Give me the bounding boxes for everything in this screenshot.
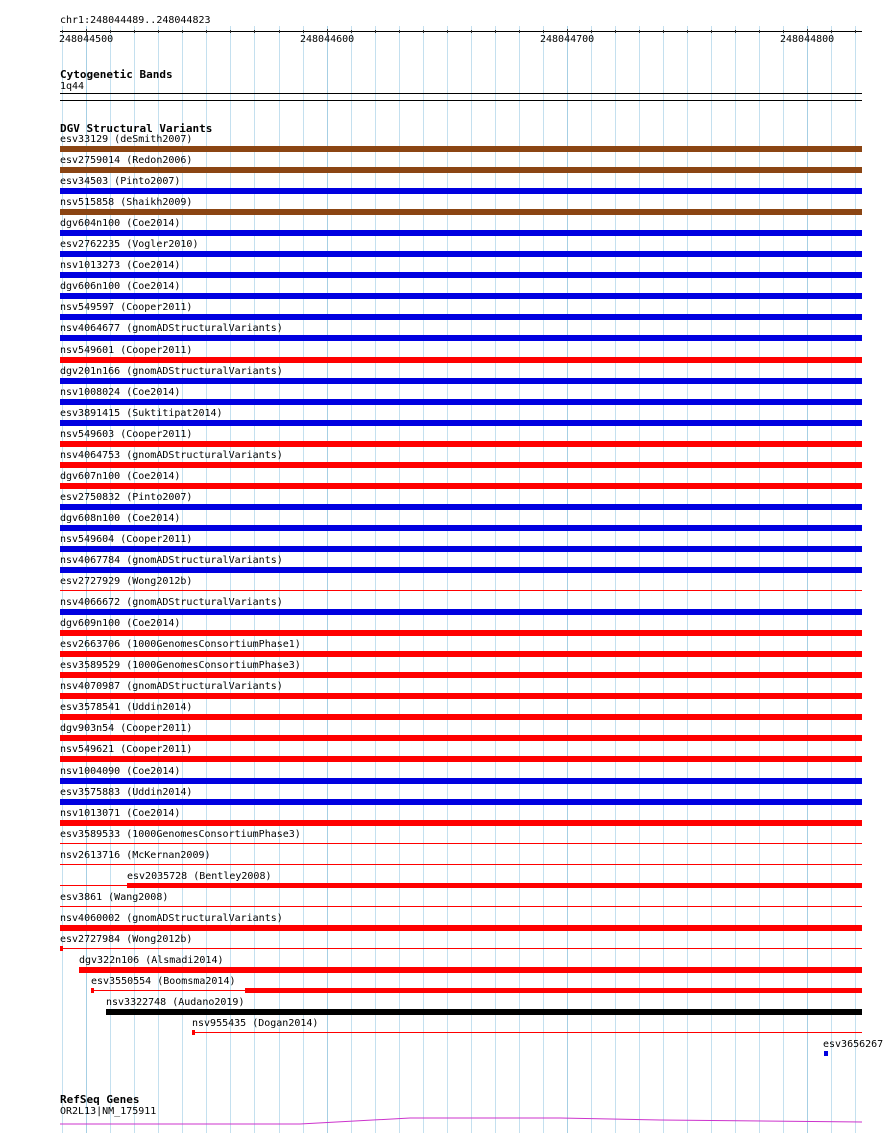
variant-label[interactable]: nsv4066672 (gnomADStructuralVariants) bbox=[60, 597, 283, 608]
variant-feature[interactable] bbox=[60, 378, 862, 384]
variant-feature[interactable] bbox=[60, 357, 862, 363]
variant-feature[interactable] bbox=[60, 906, 862, 907]
variant-feature[interactable] bbox=[60, 209, 862, 215]
variant-feature[interactable] bbox=[60, 590, 862, 591]
variant-feature[interactable] bbox=[60, 820, 862, 826]
variant-label[interactable]: nsv955435 (Dogan2014) bbox=[192, 1018, 319, 1029]
ruler-tick bbox=[110, 30, 111, 33]
ruler-label: 248044700 bbox=[540, 34, 595, 45]
ruler-tick bbox=[134, 30, 135, 33]
refseq-gene-label[interactable]: OR2L13|NM_175911 bbox=[60, 1106, 157, 1117]
variant-label[interactable]: esv33129 (deSmith2007) bbox=[60, 134, 193, 145]
variant-label[interactable]: nsv4060002 (gnomADStructuralVariants) bbox=[60, 913, 283, 924]
ruler-tick bbox=[639, 30, 640, 33]
variant-label[interactable]: dgv201n166 (gnomADStructuralVariants) bbox=[60, 366, 283, 377]
variant-feature[interactable] bbox=[60, 714, 862, 720]
variant-label[interactable]: esv2035728 (Bentley2008) bbox=[127, 871, 272, 882]
variant-label[interactable]: esv3861 (Wang2008) bbox=[60, 892, 169, 903]
variant-feature-connector[interactable] bbox=[60, 885, 127, 886]
ruler-tick bbox=[62, 30, 63, 33]
variant-feature[interactable] bbox=[60, 525, 862, 531]
track-title-cytoband[interactable]: Cytogenetic Bands bbox=[60, 68, 173, 81]
variant-feature[interactable] bbox=[245, 988, 862, 993]
ruler-tick bbox=[399, 30, 400, 33]
variant-label[interactable]: esv3578541 (Uddin2014) bbox=[60, 702, 193, 713]
variant-label[interactable]: esv3891415 (Suktitipat2014) bbox=[60, 408, 223, 419]
variant-feature[interactable] bbox=[60, 843, 862, 844]
variant-label[interactable]: esv3575883 (Uddin2014) bbox=[60, 787, 193, 798]
ruler-tick bbox=[855, 30, 856, 33]
ruler-tick bbox=[423, 30, 424, 33]
variant-label[interactable]: esv3589533 (1000GenomesConsortiumPhase3) bbox=[60, 829, 301, 840]
ruler-tick bbox=[783, 30, 784, 33]
variant-label[interactable]: nsv1013071 (Coe2014) bbox=[60, 808, 181, 819]
variant-feature[interactable] bbox=[60, 546, 862, 552]
variant-label[interactable]: nsv549597 (Cooper2011) bbox=[60, 302, 193, 313]
variant-feature[interactable] bbox=[127, 883, 862, 888]
variant-feature[interactable] bbox=[60, 567, 862, 573]
ruler-tick bbox=[182, 30, 183, 33]
variant-label[interactable]: esv3589529 (1000GenomesConsortiumPhase3) bbox=[60, 660, 301, 671]
variant-label[interactable]: nsv515858 (Shaikh2009) bbox=[60, 197, 193, 208]
variant-feature[interactable] bbox=[60, 504, 862, 510]
variant-feature[interactable] bbox=[60, 251, 862, 257]
ruler-tick bbox=[663, 30, 664, 33]
ruler-tick bbox=[447, 30, 448, 33]
ruler-tick bbox=[254, 30, 255, 33]
variant-feature[interactable] bbox=[79, 967, 862, 973]
ruler-tick bbox=[543, 30, 544, 33]
ruler-tick bbox=[206, 30, 207, 33]
variant-label[interactable]: nsv4070987 (gnomADStructuralVariants) bbox=[60, 681, 283, 692]
variant-label[interactable]: esv34503 (Pinto2007) bbox=[60, 176, 181, 187]
ruler-tick bbox=[471, 30, 472, 33]
variant-feature-start[interactable] bbox=[60, 946, 63, 951]
variant-feature[interactable] bbox=[60, 925, 862, 931]
ruler-tick bbox=[303, 30, 304, 33]
variant-feature[interactable] bbox=[60, 293, 862, 299]
variant-feature[interactable] bbox=[60, 441, 862, 447]
ruler-tick bbox=[591, 30, 592, 33]
variant-feature[interactable] bbox=[60, 693, 862, 699]
variant-feature[interactable] bbox=[60, 399, 862, 405]
variant-feature[interactable] bbox=[60, 188, 862, 194]
variant-label[interactable]: dgv607n100 (Coe2014) bbox=[60, 471, 181, 482]
ruler-tick bbox=[711, 30, 712, 33]
ruler-tick bbox=[831, 30, 832, 33]
variant-feature[interactable] bbox=[60, 314, 862, 320]
variant-feature[interactable] bbox=[192, 1032, 862, 1033]
variant-label[interactable]: nsv4064753 (gnomADStructuralVariants) bbox=[60, 450, 283, 461]
track-title-refseq[interactable]: RefSeq Genes bbox=[60, 1093, 140, 1106]
variant-feature[interactable] bbox=[60, 483, 862, 489]
variant-label[interactable]: nsv1013273 (Coe2014) bbox=[60, 260, 181, 271]
variant-label[interactable]: nsv2613716 (McKernan2009) bbox=[60, 850, 211, 861]
ruler-tick bbox=[615, 30, 616, 33]
variant-label[interactable]: dgv608n100 (Coe2014) bbox=[60, 513, 181, 524]
variant-feature[interactable] bbox=[60, 146, 862, 152]
variant-feature[interactable] bbox=[60, 672, 862, 678]
variant-feature[interactable] bbox=[60, 167, 862, 173]
ruler-tick bbox=[519, 30, 520, 33]
variant-feature[interactable] bbox=[60, 756, 862, 762]
variant-feature-start[interactable] bbox=[192, 1030, 195, 1035]
variant-label[interactable]: dgv609n100 (Coe2014) bbox=[60, 618, 181, 629]
variant-feature[interactable] bbox=[106, 1009, 862, 1015]
variant-feature[interactable] bbox=[60, 609, 862, 615]
variant-feature[interactable] bbox=[60, 651, 862, 657]
ruler-tick bbox=[158, 30, 159, 33]
ruler-tick bbox=[230, 30, 231, 33]
variant-label[interactable]: nsv549604 (Cooper2011) bbox=[60, 534, 193, 545]
variant-feature[interactable] bbox=[60, 864, 862, 865]
variant-label[interactable]: esv2727984 (Wong2012b) bbox=[60, 934, 193, 945]
variant-label[interactable]: nsv4067784 (gnomADStructuralVariants) bbox=[60, 555, 283, 566]
variant-feature[interactable] bbox=[60, 948, 862, 949]
variant-label[interactable]: esv3656267 bbox=[823, 1039, 884, 1050]
variant-label[interactable]: esv2759014 (Redon2006) bbox=[60, 155, 193, 166]
variant-feature[interactable] bbox=[60, 799, 862, 805]
ruler-label: 248044500 bbox=[59, 34, 114, 45]
variant-feature[interactable] bbox=[60, 630, 862, 636]
refseq-gene-feature[interactable] bbox=[0, 1110, 890, 1130]
variant-label[interactable]: dgv604n100 (Coe2014) bbox=[60, 218, 181, 229]
variant-label[interactable]: nsv1004090 (Coe2014) bbox=[60, 766, 181, 777]
variant-feature[interactable] bbox=[60, 420, 862, 426]
variant-label[interactable]: esv2727929 (Wong2012b) bbox=[60, 576, 193, 587]
ruler-tick bbox=[351, 30, 352, 33]
variant-label[interactable]: dgv322n106 (Alsmadi2014) bbox=[79, 955, 224, 966]
ruler-line bbox=[60, 31, 862, 32]
ruler-tick bbox=[279, 30, 280, 33]
variant-feature[interactable] bbox=[824, 1051, 828, 1056]
variant-label[interactable]: nsv4064677 (gnomADStructuralVariants) bbox=[60, 323, 283, 334]
variant-feature[interactable] bbox=[60, 272, 862, 278]
cytoband-label[interactable]: 1q44 bbox=[60, 81, 85, 92]
ruler-tick bbox=[687, 30, 688, 33]
variant-label[interactable]: dgv606n100 (Coe2014) bbox=[60, 281, 181, 292]
variant-label[interactable]: nsv549601 (Cooper2011) bbox=[60, 345, 193, 356]
ruler-tick bbox=[759, 30, 760, 33]
ruler-tick bbox=[375, 30, 376, 33]
ruler-label: 248044800 bbox=[780, 34, 835, 45]
variant-feature[interactable] bbox=[60, 335, 862, 341]
variant-feature[interactable] bbox=[60, 230, 862, 236]
locus-label: chr1:248044489..248044823 bbox=[60, 15, 211, 26]
variant-label[interactable]: esv2762235 (Vogler2010) bbox=[60, 239, 199, 250]
variant-feature[interactable] bbox=[60, 778, 862, 784]
ruler-label: 248044600 bbox=[300, 34, 355, 45]
ruler-tick bbox=[735, 30, 736, 33]
variant-label[interactable]: esv2750832 (Pinto2007) bbox=[60, 492, 193, 503]
variant-label[interactable]: esv3550554 (Boomsma2014) bbox=[91, 976, 236, 987]
variant-feature[interactable] bbox=[60, 735, 862, 741]
variant-label[interactable]: esv2663706 (1000GenomesConsortiumPhase1) bbox=[60, 639, 301, 650]
variant-label[interactable]: nsv549621 (Cooper2011) bbox=[60, 744, 193, 755]
variant-feature-connector[interactable] bbox=[91, 990, 245, 991]
track-title-dgv[interactable]: DGV Structural Variants bbox=[60, 122, 213, 135]
variant-label[interactable]: nsv3322748 (Audano2019) bbox=[106, 997, 245, 1008]
ruler-tick bbox=[495, 30, 496, 33]
variant-label[interactable]: nsv1008024 (Coe2014) bbox=[60, 387, 181, 398]
variant-feature[interactable] bbox=[60, 462, 862, 468]
ruler[interactable] bbox=[60, 31, 862, 37]
variant-label[interactable]: dgv903n54 (Cooper2011) bbox=[60, 723, 193, 734]
cytoband-line[interactable] bbox=[60, 93, 862, 94]
track-separator bbox=[60, 100, 862, 101]
variant-label[interactable]: nsv549603 (Cooper2011) bbox=[60, 429, 193, 440]
